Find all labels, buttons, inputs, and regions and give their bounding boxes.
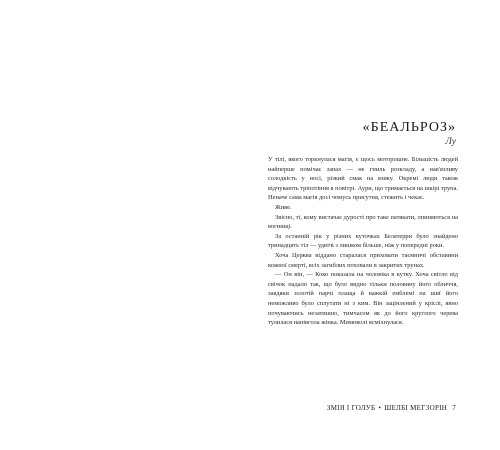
book-title: ЗМІЯ І ГОЛУБ <box>326 404 376 412</box>
paragraph: Звісно, ті, кому вистачає дурості про таке патякати, опиняються на вогнищі. <box>268 213 458 231</box>
paragraph: У тілі, якого торкнулася магія, є щось моторошне. Більшість людей найперше помічає запах — не гниль розкладу, а нав'язливу солодкість у носі, різкий смак на язику. Окремі люди також відчувають тріпотіння в повітрі. Аури, що тримається на шкірі трупа. Неначе сама магія досі чомусь присутня, стежить і чекає. <box>268 156 459 202</box>
page-number: 7 <box>452 404 456 412</box>
chapter-title: «БЕАЛЬРОЗ» <box>362 120 456 135</box>
paragraph: Хоча Церква віддано старалася приховати таємничі обставини кожної смерті, всіх загиблих поховали в закритих трунах. <box>268 251 458 269</box>
author-name: ШЕЛБІ МЕГЗОРІН <box>384 404 448 412</box>
running-footer <box>327 404 456 412</box>
paragraph: За останній рік у різних куточках Белатерри було знайдено тринадцять тіл — удвічі з лишком більше, ніж у попередні роки. <box>268 232 458 250</box>
footer-separator: • <box>378 404 382 412</box>
paragraph: — Он він, — Коко показала на чоловіка в кутку. Хоча світло від свічок падало так, що було видно тільки половину його обличчя, завдяки золотій парчі плаща й важкій емблемі на шиї його неможливо було сплутати ні з ким. Він зацінлений у кріслі, явно почуваючись незатишно, тимчасом як до його круглого черева тулилася напівгола жінка. Мимоволі всміхнулася. <box>268 271 458 327</box>
chapter-subtitle: Лу <box>445 137 456 147</box>
body-text <box>268 155 458 328</box>
paragraph: Живе. <box>275 203 292 211</box>
